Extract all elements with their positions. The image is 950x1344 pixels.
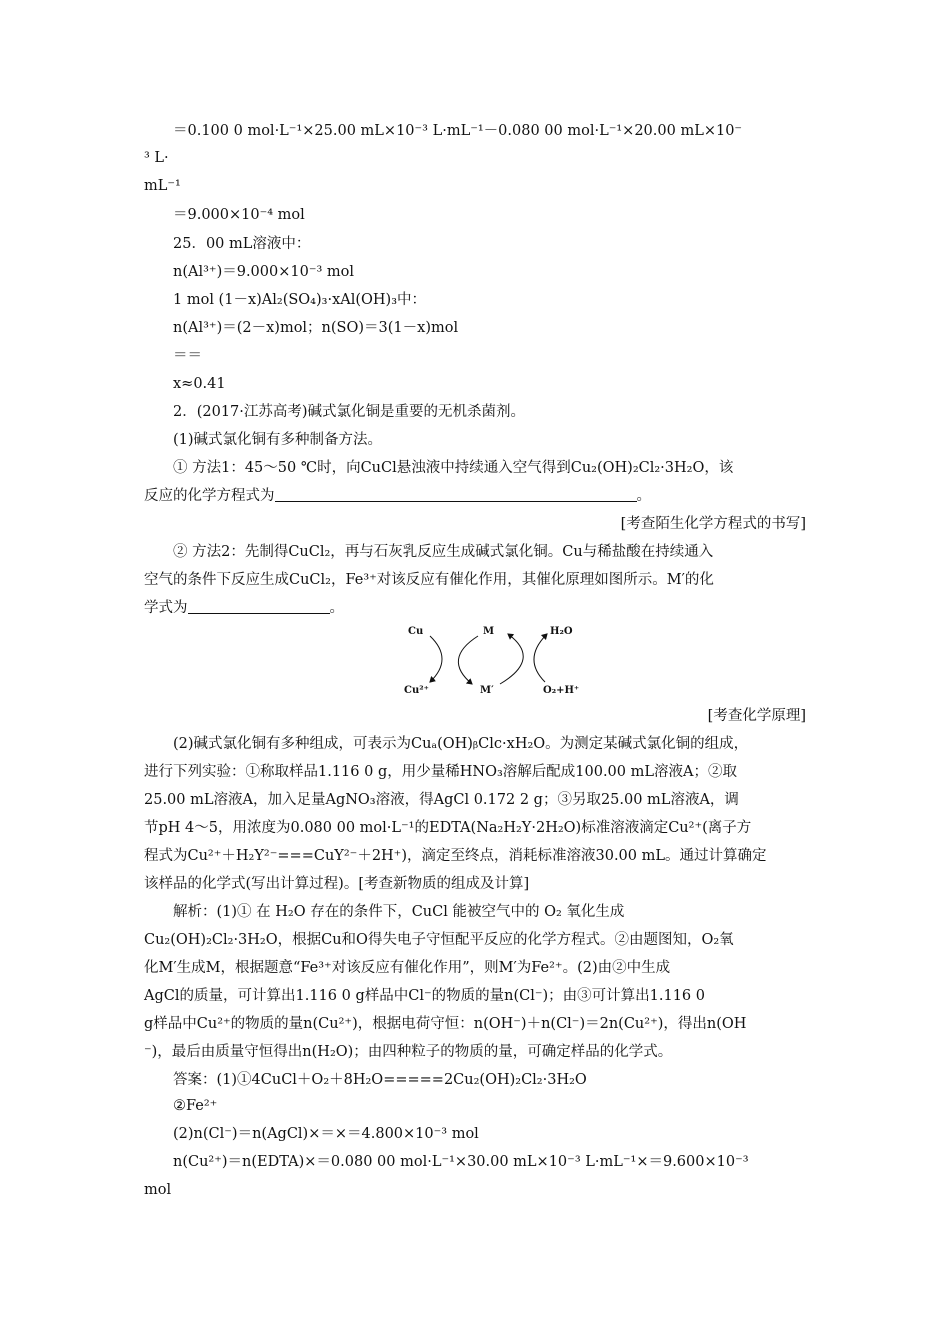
blank-prefix: 反应的化学方程式为: [144, 488, 275, 504]
part2-line-4: 节pH 4～5，用浓度为0.080 00 mol·L⁻¹的EDTA(Na₂H₂Y·2H₂O)标准溶液滴定Cu²⁺(离子方: [144, 820, 752, 836]
calc-line-3: mL⁻¹: [144, 178, 181, 194]
calc-line-4: ＝9.000×10⁻⁴ mol: [173, 207, 305, 223]
analysis-line-4: AgCl的质量，可计算出1.116 0 g样品中Cl⁻的物质的量n(Cl⁻)；由③可计算出1.116 0: [144, 988, 705, 1004]
calc-line-7: 1 mol (1－x)Al₂(SO₄)₃·xAl(OH)₃中：: [173, 292, 427, 308]
blank-suffix: 。: [636, 488, 651, 504]
label-cu2: Cu²⁺: [404, 685, 429, 696]
method-2-line-1: ② 方法2：先制得CuCl₂，再与石灰乳反应生成碱式氯化铜。Cu与稀盐酸在持续通入: [173, 544, 714, 560]
answer-line-3: (2)n(Cl⁻)＝n(AgCl)×＝×＝4.800×10⁻³ mol: [173, 1126, 479, 1142]
method-2-blank-line: [144, 598, 344, 618]
label-o2h: O₂+H⁺: [543, 685, 580, 696]
question-2-title: 2．(2017·江苏高考)碱式氯化铜是重要的无机杀菌剂。: [173, 404, 526, 420]
part2-line-1: (2)碱式氯化铜有多种组成，可表示为Cuₐ(OH)ᵦClc·xH₂O。为测定某碱式氯化铜的组成，: [173, 736, 749, 752]
calc-result: x≈0.41: [173, 376, 226, 392]
blank-prefix: 学式为: [144, 600, 188, 616]
label-m: M: [483, 626, 495, 637]
calc-line-9: ＝＝: [173, 348, 202, 364]
topic-tag-1: [考查陌生化学方程式的书写]: [620, 516, 806, 532]
question-2-part1: (1)碱式氯化铜有多种制备方法。: [173, 432, 383, 448]
calc-line-2: ³ L·: [144, 150, 169, 166]
calc-line-1: ＝0.100 0 mol·L⁻¹×25.00 mL×10⁻³ L·mL⁻¹－0.080 00 mol·L⁻¹×20.00 mL×10⁻: [173, 123, 743, 139]
label-mprime: M′: [480, 685, 494, 696]
analysis-line-6: ⁻)，最后由质量守恒得出n(H₂O)；由四种粒子的物质的量，可确定样品的化学式。: [144, 1044, 673, 1060]
analysis-line-5: g样品中Cu²⁺的物质的量n(Cu²⁺)，根据电荷守恒：n(OH⁻)＋n(Cl⁻)＝2n(Cu²⁺)，得出n(OH: [144, 1016, 747, 1032]
blank-suffix: 。: [329, 600, 344, 616]
part2-line-6: 该样品的化学式(写出计算过程)。[考查新物质的组成及计算]: [144, 876, 530, 892]
analysis-line-1: 解析：(1)① 在 H₂O 存在的条件下，CuCl 能被空气中的 O₂ 氧化生成: [173, 904, 625, 920]
part2-line-5: 程式为Cu²⁺＋H₂Y²⁻===CuY²⁻＋2H⁺)，滴定至终点，消耗标准溶液30.00 mL。通过计算确定: [144, 848, 767, 864]
arrow-mprime-to-m: [500, 634, 523, 684]
answer-line-5: mol: [144, 1182, 172, 1198]
label-h2o: H₂O: [550, 626, 573, 637]
arrow-m-to-mprime: [458, 636, 478, 684]
calc-line-5: 25．00 mL溶液中：: [173, 236, 311, 252]
method-2-line-2: 空气的条件下反应生成CuCl₂，Fe³⁺对该反应有催化作用，其催化原理如图所示。M′的化: [144, 572, 714, 588]
answer-blank-2: [188, 599, 330, 614]
analysis-line-3: 化M′生成M，根据题意“Fe³⁺对该反应有催化作用”，则M′为Fe²⁺。(2)由②中生成: [144, 960, 671, 976]
method-1-blank-line: [144, 486, 651, 506]
answer-line-2: ②Fe²⁺: [173, 1098, 218, 1114]
catalysis-diagram: [400, 614, 590, 704]
calc-line-8: n(Al³⁺)＝(2－x)mol；n(SO)＝3(1－x)mol: [173, 320, 459, 336]
topic-tag-2: [考查化学原理]: [707, 708, 806, 724]
part2-line-2: 进行下列实验：①称取样品1.116 0 g，用少量稀HNO₃溶解后配成100.00 mL溶液A；②取: [144, 764, 737, 780]
arrow-o2h-to-h2o: [534, 634, 547, 682]
label-cu: Cu: [408, 626, 424, 637]
calc-line-6: n(Al³⁺)＝9.000×10⁻³ mol: [173, 264, 355, 280]
answer-blank-1: [275, 487, 637, 502]
analysis-line-2: Cu₂(OH)₂Cl₂·3H₂O，根据Cu和O得失电子守恒配平反应的化学方程式。②由题图知，O₂氧: [144, 932, 734, 948]
part2-line-3: 25.00 mL溶液A，加入足量AgNO₃溶液，得AgCl 0.172 2 g；③另取25.00 mL溶液A，调: [144, 792, 739, 808]
answer-line-4: n(Cu²⁺)＝n(EDTA)×＝0.080 00 mol·L⁻¹×30.00 mL×10⁻³ L·mL⁻¹×＝9.600×10⁻³: [173, 1154, 749, 1170]
arrow-cu-to-cu2: [430, 636, 442, 682]
method-1-line: ① 方法1：45～50 ℃时，向CuCl悬浊液中持续通入空气得到Cu₂(OH)₂Cl₂·3H₂O，该: [173, 460, 734, 476]
answer-line-1: 答案：(1)①4CuCl＋O₂＋8H₂O=====2Cu₂(OH)₂Cl₂·3H₂O: [173, 1072, 587, 1088]
